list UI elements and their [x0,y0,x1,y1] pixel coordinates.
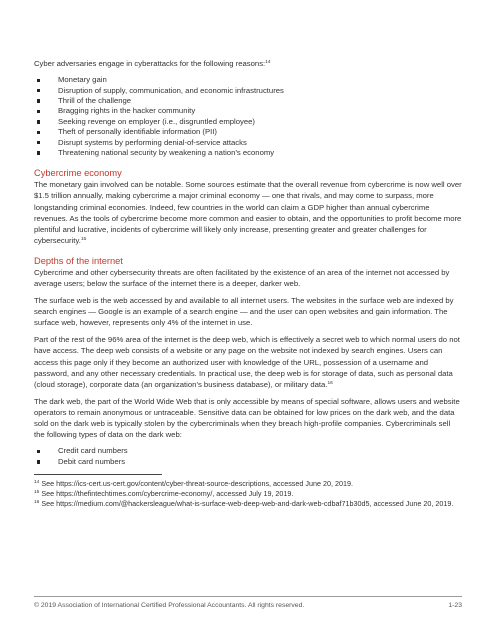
list-item: Seeking revenge on employer (i.e., disgruntled employee) [34,117,462,127]
data-types-list [34,446,462,467]
list-item: Theft of personally identifiable information (PII) [34,127,462,137]
depths-paragraph-4: The dark web, the part of the World Wide Web that is only accessible by means of special software, allows users and website operators to remain anonymous or untraceable. Sensitive data can be obtained for low prices on the dark web, and the data sold on the dark web is typically stolen by the cybercriminals when they breach high-profile companies. Cybercriminals sell the following types of data on the dark web: [34,396,460,440]
page-number: 1-23 [448,602,462,609]
footnotes [34,479,462,510]
list-item: Thrill of the challenge [34,96,462,106]
footnote-ref: 15 [80,236,87,242]
list-item: Threatening national security by weakening a nation’s economy [34,148,462,158]
intro-text: Cyber adversaries engage in cyberattacks for the following reasons: [34,59,266,68]
list-item: Debit card numbers [34,457,462,467]
page-footer [34,596,462,611]
footnote [34,499,462,509]
paragraph-text: The monetary gain involved can be notable. Some sources estimate that the overall revenue from cybercrime is now well over $1.5 trillion annually, making cybercrime a major criminal economy — one that rivals, and may come to surpass, more longstanding criminal economies. Indeed, few countries in the world can claim a GDP higher than annual cybercrime revenues. As the tools of cybercrime become more common and easier to obtain, and the opportunities to profit become more plentiful and lucrative, incidents of cybercrime will likely only increase, presenting greater and greater challenges for cybersecurity. [34,180,462,245]
depths-paragraph-1: Cybercrime and other cybersecurity threats are often facilitated by the existence of an area of the internet not accessed by average users; below the surface of the internet there is a deeper, darker web. [34,267,450,288]
list-item: Disrupt systems by performing denial-of-service attacks [34,138,462,148]
page-content [34,58,462,510]
depths-paragraph-3 [34,334,462,389]
footnote-text: See https://ics-cert.us-cert.gov/content/cyber-threat-source-descriptions, accessed June 20, 2019. [41,479,353,489]
paragraph-text: Part of the rest of the 96% area of the internet is the deep web, which is effectively a secret web to which normal users do not have access. The deep web consists of a website or any page on the website not indexed by search engines. Users can access this page only if they become an authorized user with knowledge of the URL, possession of a username and password, and any other necessary credentials. In practical use, the deep web is for storage of data, such as personal data (cloud storage), corporate data (an organization’s business database), or military data. [34,335,460,389]
footnote [34,489,462,499]
footnote-ref: 16 [327,380,333,386]
footnote-ref: 14 [265,60,271,65]
list-item: Bragging rights in the hacker community [34,106,462,116]
depths-paragraph-2: The surface web is the web accessed by and available to all internet users. The websites in the surface web are indexed by search engines — Google is an example of a search engine — and the user can open websites and gain information. The surface web, however, represents only 4% of the internet in use. [34,296,454,328]
footnote-divider [34,474,162,475]
list-item: Credit card numbers [34,446,462,456]
footnote [34,479,462,489]
footnote-number: 15 [34,490,40,496]
list-item: Monetary gain [34,75,462,85]
copyright-text: © 2019 Association of International Certified Professional Accountants. All rights reserved. [34,602,305,609]
section-heading-depths-of-internet: Depths of the internet [34,255,123,266]
cybercrime-economy-paragraph [34,179,462,246]
footnote-text: See https://thefintechtimes.com/cybercrime-economy/, accessed July 19, 2019. [41,489,294,499]
footnote-text: See https://medium.com/@hackersleague/what-is-surface-web-deep-web-and-dark-web-cdbaf71b30d5, accessed June 20, 2019. [41,499,454,509]
intro-paragraph [34,58,462,69]
reasons-list [34,75,462,158]
list-item: Disruption of supply, communication, and economic infrastructures [34,86,462,96]
section-heading-cybercrime-economy: Cybercrime economy [34,168,122,179]
footnote-number: 14 [34,480,40,486]
footnote-number: 16 [34,500,40,506]
